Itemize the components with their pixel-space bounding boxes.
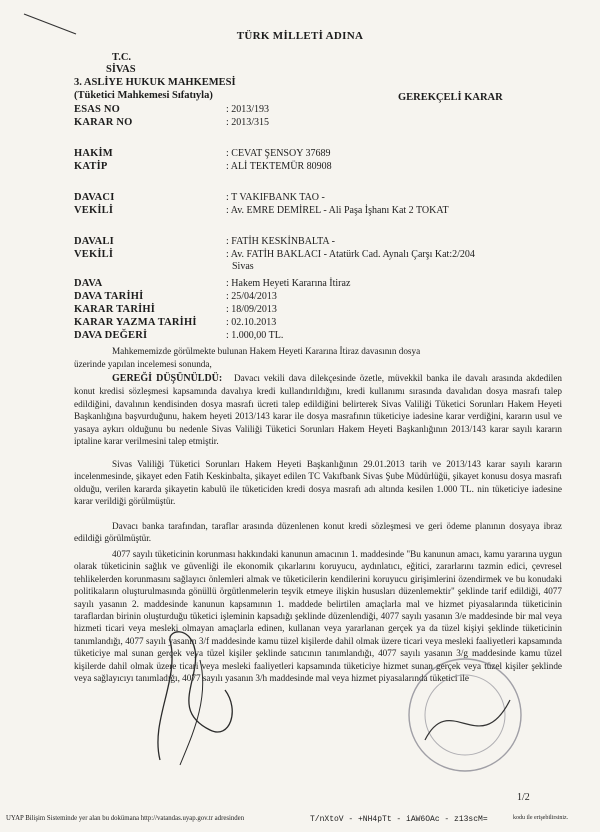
paragraph-1	[74, 372, 562, 447]
page-number: 1/2	[517, 792, 530, 803]
karar-yazma-tarihi-value: : 02.10.2013	[226, 317, 277, 328]
paragraph-1-text: Davacı vekili dava dilekçesinde özetle, müvekkil banka ile davalı arasında akdedilen konut kredisi sözleşmesi kapsamında davalıya kredi kullandırıldığını, kredi kullanımı sırasında davalıdan dosya masrafı talep edildiğini, davalının kendisinden dosya masrafı ücreti talep edildiğini belirterek Sivas Valiliği Tüketici Sorunları Hakem Heyeti Başkanlığına başvurduğunu, hakem heyeti 2013/143 karar ile dosya masrafının tüketiciye iadesine karar verdiğini, kararın usul ve yasaya aykırı olduğunu bu nedenle Sivas Valiliği Tüketici Sorunları Hakem Heyeti Başkanlığının 2013/143 karar sayılı kararın iptaline karar verilmesini talep etmiştir.	[74, 373, 563, 447]
document-title: TÜRK MİLLETİ ADINA	[236, 30, 364, 42]
esas-no-label: ESAS NO	[74, 104, 121, 115]
davaci-label: DAVACI	[74, 192, 115, 203]
dava-degeri-value: : 1.000,00 TL.	[226, 330, 284, 341]
court-subtitle: (Tüketici Mahkemesi Sıfatıyla)	[74, 90, 213, 101]
gerekce-heading: GEREĞİ DÜŞÜNÜLDÜ:	[112, 373, 223, 384]
katip-label: KATİP	[74, 161, 108, 172]
footer-code: T/nXtoV - +NH4pTt - iAW6OAc - z13scM=	[310, 815, 488, 824]
paragraph-2: Sivas Valiliği Tüketici Sorunları Hakem Heyeti Başkanlığının 29.01.2013 tarih ve 2013/143 karar sayılı kararın incelenmesinde, şikayet eden Fatih Keskinbalta, şikayet edilen TC Vakıfbank Sivas Şube Müdürlüğü, şikayet konusu dosya masrafı olduğu, verilen kararda şikayetin kabulü ile tüketiciden kredi dosya masrafı adı altında kesilen 1.000 TL. nin tüketiciye iadesine karar verildiği görülmüştür.	[74, 459, 562, 507]
hakim-label: HAKİM	[74, 148, 113, 159]
footer-text: UYAP Bilişim Sisteminde yer alan bu dokümana http://vatandas.uyap.gov.tr adresinden	[6, 815, 245, 822]
dava-tarihi-value: : 25/04/2013	[226, 291, 277, 302]
davali-label: DAVALI	[74, 236, 114, 247]
dava-value: : Hakem Heyeti Kararına İtiraz	[226, 278, 351, 289]
decision-type: GEREKÇELİ KARAR	[398, 92, 503, 103]
davali-vekili-city: Sivas	[232, 261, 254, 272]
davali-value: : FATİH KESKİNBALTA -	[226, 236, 335, 247]
karar-tarihi-label: KARAR TARİHİ	[74, 304, 156, 315]
davaci-vekili-label: VEKİLİ	[74, 205, 114, 216]
esas-no-value: : 2013/193	[226, 104, 270, 115]
signature-left	[140, 620, 260, 770]
dava-label: DAVA	[74, 278, 103, 289]
tc-label: T.C.	[112, 52, 132, 63]
karar-no-label: KARAR NO	[74, 117, 133, 128]
court-stamp	[400, 650, 530, 780]
court-name: 3. ASLİYE HUKUK MAHKEMESİ	[74, 77, 236, 88]
karar-tarihi-value: : 18/09/2013	[226, 304, 277, 315]
hakim-value: : CEVAT ŞENSOY 37689	[226, 148, 331, 159]
paragraph-4: 4077 sayılı tüketicinin korunması hakkındaki kanunun amacının 1. maddesinde "Bu kanunun amacı, kamu yararına uygun olarak tüketicinin sağlık ve güvenliği ile ekonomik çıkarlarını koruyucu, aydınlatıcı, eğitici, zararlarını tazmin edici, çevresel tehlikelerden korunmasını sağlayıcı önlemleri almak ve tüketicilerin kendilerini koruyucu girişimlerini özendirmek ve bu konudaki politikaların oluşturulmasında gönüllü örgütlenmelerin teşvik etmeye ilişkin hususları düzenlemektir" şeklinde tarif edildiği, 4077 sayılı yasanın 2. maddesinde kanunun kapsamının 1. maddede belirtilen amaçlarla mal ve hizmet piyasalarında tüketicinin taraflardan birinin oluşturduğu tüketici işleminin kapsadığı şeklinde düzenlendiği, 4077 sayılı yasanın 3/e maddesinde bir mal veya hizmeti ticari veya mesleki olmayan amaçlarla edinen, kullanan veya yararlanan gerçek ya da tüzel kişiyi şeklinde tüketicinin tanımlandığı, 4077 sayılı yasanın 3/f maddesinde kamu tüzel kişilerde dahil olmak üzere ticari veya mesleki faaliyetleri kapsamında tüketiciye mal sunan gerçek veya tüzel kişiler şeklinde satıcının tanımlandığı, 4077 sayılı yasanın 3/g maddesinde kamu tüzel kişilerde dahil olmak üzere ticari veya mesleki faaliyetleri kapsamında tüketiciye hizmet sunan gerçek veya tüzel kişiler şeklinde veya sağlayıcıyı tanımladığı, 4077 sayılı yasanın 3/h maddesinde mal veya hizmet piyasalarında tüketici ile	[74, 549, 562, 684]
davaci-value: : T VAKIFBANK TAO -	[226, 192, 325, 203]
dava-degeri-label: DAVA DEĞERİ	[74, 330, 148, 341]
dava-tarihi-label: DAVA TARİHİ	[74, 291, 144, 302]
davali-vekili-label: VEKİLİ	[74, 249, 114, 260]
city-label: SİVAS	[106, 64, 136, 75]
intro-line-2: üzerinde yapılan incelemesi sonunda,	[74, 359, 212, 369]
footer-suffix: kodu ile erişebilirsiniz.	[513, 815, 569, 821]
davali-vekili-value: : Av. FATİH BAKLACI - Atatürk Cad. Aynalı Çarşı Kat:2/204	[226, 249, 475, 260]
intro-line-1: Mahkememizde görülmekte bulunan Hakem Heyeti Kararına İtiraz davasının dosya	[112, 346, 421, 356]
katip-value: : ALİ TEKTEMÜR 80908	[226, 161, 332, 172]
paragraph-3: Davacı banka tarafından, taraflar arasında düzenlenen konut kredi sözleşmesi ve geri ödeme planının dosyaya ibraz edildiği görülmüştür.	[74, 521, 562, 544]
karar-yazma-tarihi-label: KARAR YAZMA TARİHİ	[74, 317, 197, 328]
davaci-vekili-value: : Av. EMRE DEMİREL - Ali Paşa İşhanı Kat 2 TOKAT	[226, 205, 449, 216]
karar-no-value: : 2013/315	[226, 117, 270, 128]
